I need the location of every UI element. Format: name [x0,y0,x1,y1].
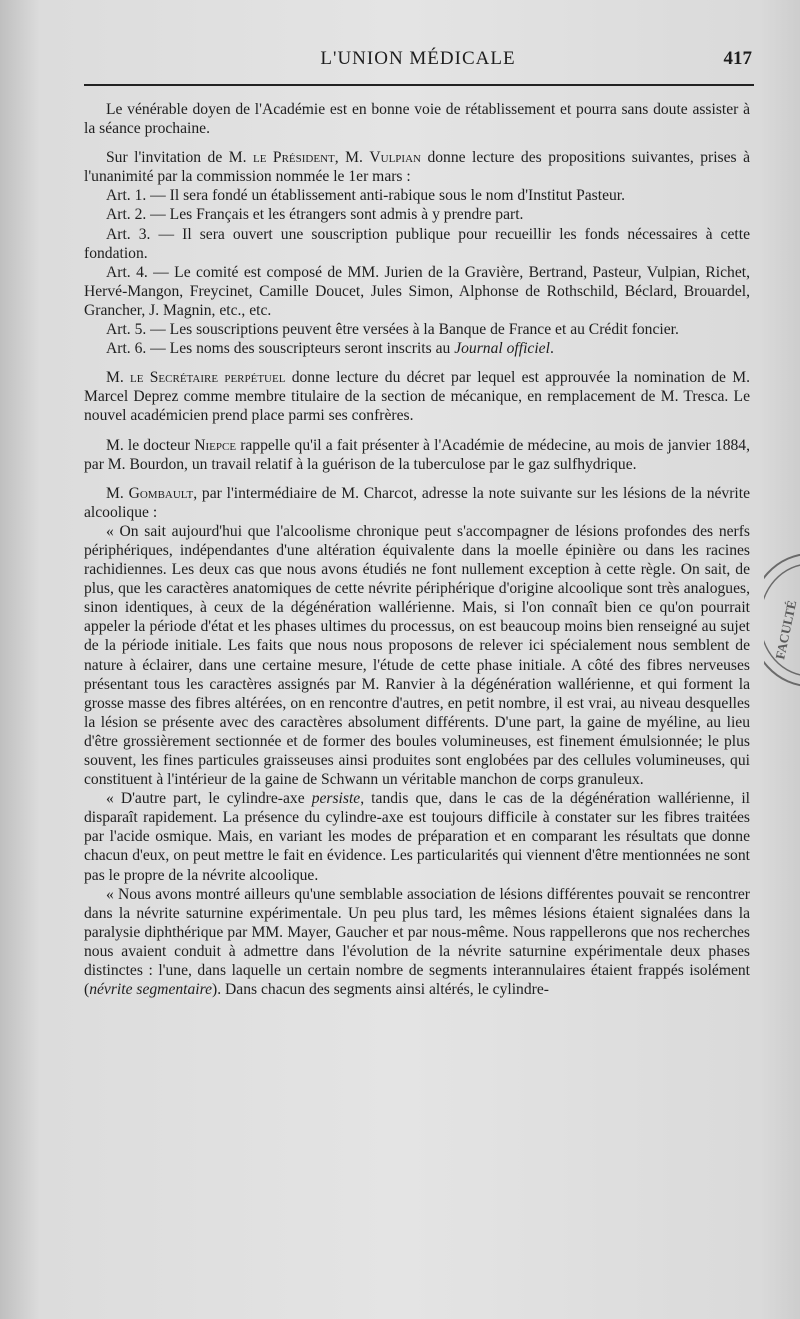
quote-paragraph-1: « On sait aujourd'hui que l'alcoolisme chronique peut s'accompagner de lésions profondes des nerfs périphériques, indépendantes d'une altération équivalente dans la moelle épinière ou dans les racines rachidiennes. Les deux cas que nous avons étudiés ne font nullement exception à cette règle. On sait, de plus, que les caractères anatomiques de cette névrite périphérique d'origine alcoolique sont très analogues, sinon identiques, à ceux de la dégénération wallérienne. Mais, si l'on connaît bien ce qu'on pourrait appeler la période d'état et les phases ultimes du processus, on est beaucoup moins bien renseigné au sujet de la période initiale. Les faits que nous nous proposons de relever ici spécialement nous semblent de nature à éclairer, dans une certaine mesure, l'étude de cette phase initiale. A côté des fibres nerveuses présentant tous les caractères assignés par M. Ranvier à la dégénération wallérienne, et qui forment la grosse masse des fibres altérées, on en rencontre d'autres, en petit nombre, il est vrai, au niveau desquelles la lésion se présente avec des caractères absolument différents. D'une part, la gaine de myéline, au lieu d'être grossièrement sectionnée et de former des boules volumineuses, est finement émulsionnée; le plus souvent, les fines particules graisseuses ainsi produites sont englobées par des cellules volumineuses, qui constituent à l'intérieur de la gaine de Schwann un véritable manchon de corps granuleux. [84,522,750,789]
page-body [84,100,750,999]
article-4: Art. 4. — Le comité est composé de MM. Jurien de la Gravière, Bertrand, Pasteur, Vulpian, Richet, Hervé-Mangon, Freycinet, Camille Doucet, Jules Simon, Alphonse de Rothschild, Béclard, Brouardel, Grancher, J. Magnin, etc., etc. [84,263,750,319]
article-5: Art. 5. — Les souscriptions peuvent être versées à la Banque de France et au Crédit foncier. [106,321,679,339]
article-2: Art. 2. — Les Français et les étrangers sont admis à y prendre part. [106,206,524,224]
article-3: Art. 3. — Il sera ouvert une souscription publique pour recueillir les fonds nécessaires à cette fondation. [84,225,750,262]
paragraph-gombault: M. Gombault, par l'intermédiaire de M. Charcot, adresse la note suivante sur les lésions de la névrite alcoolique : [84,484,750,521]
article-1: Art. 1. — Il sera fondé un établissement anti-rabique sous le nom d'Institut Pasteur. [106,187,626,205]
header-rule [84,84,754,86]
paragraph-doyen: Le vénérable doyen de l'Académie est en bonne voie de rétablissement et pourra sans doute assister à la séance prochaine. [84,101,750,138]
paragraph-invitation: Sur l'invitation de M. le Président, M. Vulpian donne lecture des propositions suivantes, prises à l'unanimité par la commission nommée le 1er mars : [84,149,750,186]
page-header [84,48,752,82]
quote-paragraph-2: « D'autre part, le cylindre-axe persiste, tandis que, dans le cas de la dégénération wallérienne, il disparaît rapidement. La présence du cylindre-axe est toujours difficile à constater sur les fibres traitées par l'acide osmique. Mais, en variant les modes de préparation et en comparant les résultats que donne chacun d'eux, on peut mettre le fait en évidence. Les particularités qui viennent d'être mentionnées ne sont pas le propre de la névrite alcoolique. [84,790,751,884]
page-number: 417 [723,48,752,69]
quote-paragraph-3: « Nous avons montré ailleurs qu'une semblable association de lésions différentes pouvait se rencontrer dans la névrite saturnine expérimentale. Un peu plus tard, les mêmes lésions étaient signalées dans la paralysie diphthérique par MM. Mayer, Gaucher et par nous-même. Nous rappellerons que nos recherches nous avaient conduit à admettre dans l'évolution de la névrite saturnine expérimentale deux phases distinctes : l'une, dans laquelle un certain nombre de segments interannulaires étaient frappés isolément (névrite segmentaire). Dans chacun des segments ainsi altérés, le cylindre- [84,885,750,999]
library-stamp [764,550,800,690]
running-title: L'UNION MÉDICALE [320,48,516,69]
stamp-text: FACULTÉ [772,598,800,661]
article-6: Art. 6. — Les noms des souscripteurs seront inscrits au Journal officiel. [106,340,554,358]
paragraph-secretaire: M. le Secrétaire perpétuel donne lecture du décret par lequel est approuvée la nomination de M. Marcel Deprez comme membre titulaire de la section de mécanique, en remplacement de M. Tresca. Le nouvel académicien prend place parmi ses confrères. [84,369,750,425]
paragraph-niepce: M. le docteur Niepce rappelle qu'il a fait présenter à l'Académie de médecine, au mois de janvier 1884, par M. Bourdon, un travail relatif à la guérison de la tuberculose par le gaz sulfhydrique. [84,436,750,473]
